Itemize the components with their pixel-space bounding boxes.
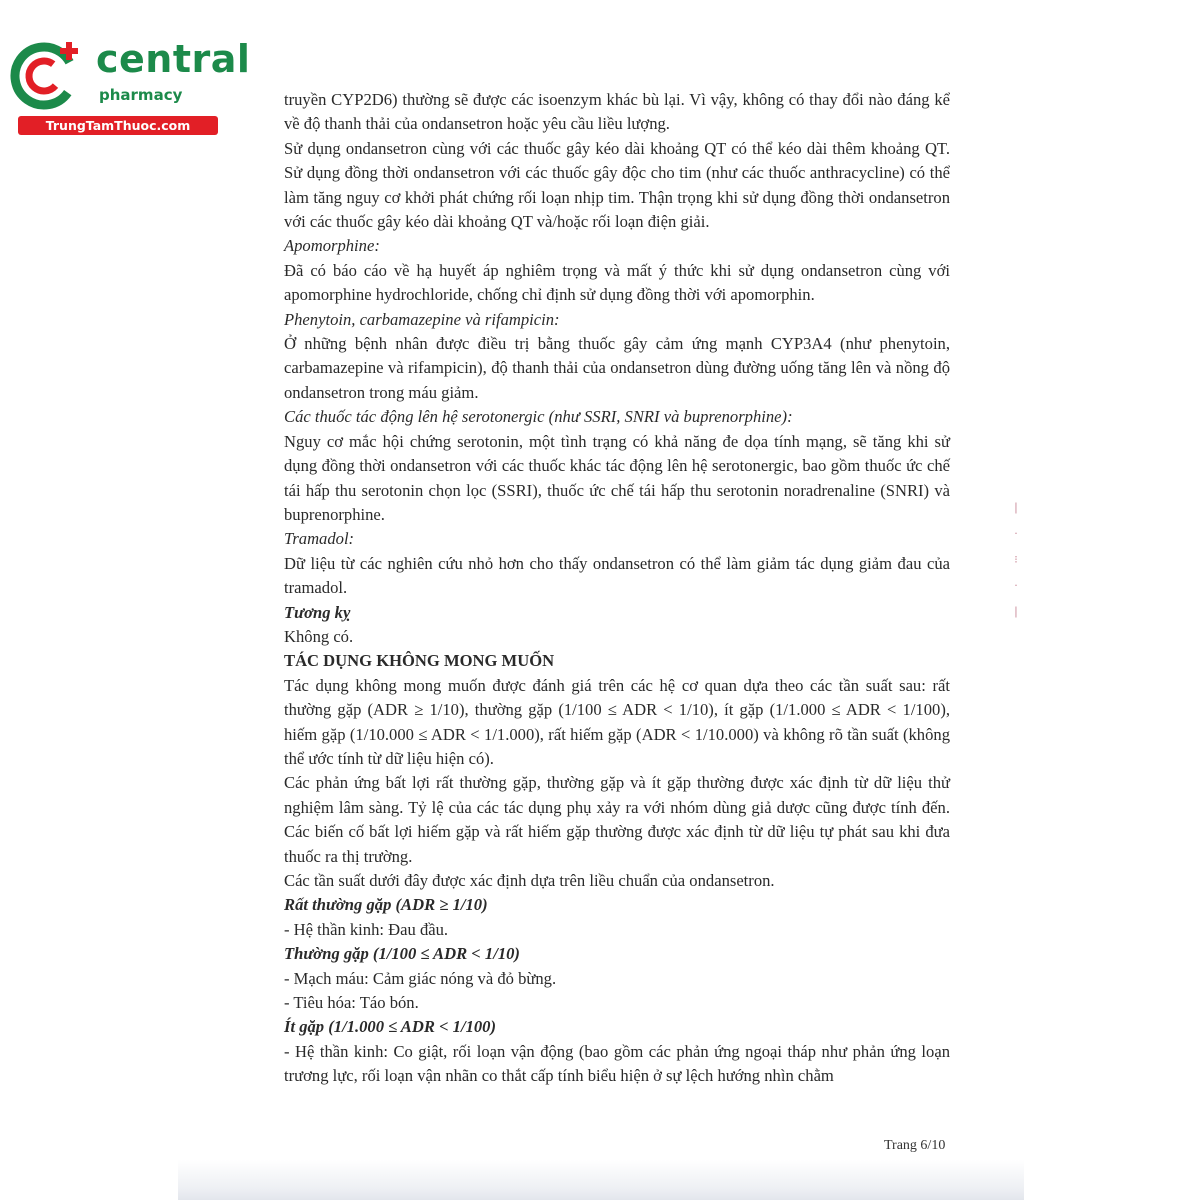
paragraph-standard-dose: Các tần suất dưới đây được xác định dựa trên liều chuẩn của ondansetron. xyxy=(284,871,775,890)
list-item-nervous-seizures: - Hệ thần kinh: Co giật, rối loạn vận động (bao gồm các phản ứng ngoại tháp như phản ứng loạn trương lực, rối loạn vận nhãn co thắt cấp tính biểu hiện ở sự lệch hướng nhìn chằm xyxy=(284,1041,950,1086)
subheading-serotonergic: Các thuốc tác động lên hệ serotonergic (như SSRI, SNRI và buprenorphine): xyxy=(284,407,793,427)
margin-stamp-mark: ❘ · ⁝ · ❘ xyxy=(1011,501,1021,618)
paragraph-incompatibility: Không có. xyxy=(284,626,354,646)
logo-brand-sub: pharmacy xyxy=(99,86,183,104)
paragraph-adr-sources: Các phản ứng bất lợi rất thường gặp, thường gặp và ít gặp thường được xác định từ dữ liệu thử nghiệm lâm sàng. Tỷ lệ của các tác dụng phụ xảy ra với nhóm dùng giả dược cũng được tính đến. Các biến cố bất lợi hiếm gặp và rất hiếm gặp thường được xác định từ dữ liệu tự phát sau khi đưa thuốc ra thị trường. xyxy=(284,773,950,866)
subheading-phenytoin: Phenytoin, carbamazepine và rifampicin: xyxy=(284,309,560,329)
subheading-common: Thường gặp (1/100 ≤ ADR < 1/10) xyxy=(284,944,520,964)
scan-edge-shadow xyxy=(178,1160,1024,1200)
document-body xyxy=(284,88,950,1089)
logo-website-url: TrungTamThuoc.com xyxy=(18,116,218,135)
central-pharmacy-logo xyxy=(10,36,251,136)
page-number: Trang 6/10 xyxy=(884,1138,946,1153)
list-item-vascular: - Mạch máu: Cảm giác nóng và đỏ bừng. xyxy=(284,968,557,988)
subheading-uncommon: Ít gặp (1/1.000 ≤ ADR < 1/100) xyxy=(284,1017,497,1037)
subheading-tramadol: Tramadol: xyxy=(284,529,355,549)
paragraph-serotonergic: Nguy cơ mắc hội chứng serotonin, một tình trạng có khả năng đe dọa tính mạng, sẽ tăng khi sử dụng đồng thời ondansetron với các thuốc khác tác động lên hệ serotonergic, bao gồm thuốc ức chế tái hấp thu serotonin chọn lọc (SSRI), thuốc ức chế tái hấp thu serotonin noradrenaline (SNRI) và buprenorphine. xyxy=(284,431,950,524)
subheading-apomorphine: Apomorphine: xyxy=(284,236,380,256)
paragraph-qt-interval: Sử dụng ondansetron cùng với các thuốc gây kéo dài khoảng QT có thể kéo dài thêm khoảng QT. Sử dụng đồng thời ondansetron với các thuốc gây độc cho tim (như các thuốc anthracycline) có thể làm tăng nguy cơ khởi phát chứng rối loạn nhịp tim. Thận trọng khi sử dụng đồng thời ondansetron với các thuốc gây kéo dài khoảng QT và/hoặc rối loạn điện giải. xyxy=(284,138,950,232)
paragraph-cyp2d6: truyền CYP2D6) thường sẽ được các isoenzym khác bù lại. Vì vậy, không có thay đổi nào đáng kể về độ thanh thải của ondansetron hoặc yêu cầu liều lượng. xyxy=(284,90,950,134)
subheading-very-common: Rất thường gặp (ADR ≥ 1/10) xyxy=(284,895,488,915)
section-heading-adverse-effects: TÁC DỤNG KHÔNG MONG MUỐN xyxy=(284,651,555,671)
subheading-incompatibility: Tương kỵ xyxy=(284,602,351,622)
paragraph-tramadol: Dữ liệu từ các nghiên cứu nhỏ hơn cho thấy ondansetron có thể làm giảm tác dụng giảm đau của tramadol. xyxy=(284,553,950,598)
list-item-digestive: - Tiêu hóa: Táo bón. xyxy=(284,993,419,1013)
pharmacy-logo-icon xyxy=(10,36,90,116)
logo-brand-name: central xyxy=(96,37,251,81)
paragraph-apomorphine: Đã có báo cáo về hạ huyết áp nghiêm trọng và mất ý thức khi sử dụng ondansetron cùng với apomorphine hydrochloride, chống chỉ định sử dụng đồng thời với apomorphin. xyxy=(284,260,950,305)
paragraph-frequency-definitions: Tác dụng không mong muốn được đánh giá trên các hệ cơ quan dựa theo các tần suất sau: rất thường gặp (ADR ≥ 1/10), thường gặp (1/100 ≤ ADR < 1/10), ít gặp (1/1.000 ≤ ADR < 1/100), hiếm gặp (1/10.000 ≤ ADR < 1/1.000), rất hiếm gặp (ADR < 1/10.000) và không rõ tần suất (không thể ước tính từ dữ liệu hiện có). xyxy=(284,675,950,768)
paragraph-phenytoin: Ở những bệnh nhân được điều trị bằng thuốc gây cảm ứng mạnh CYP3A4 (như phenytoin, carbamazepine và rifampicin), độ thanh thải của ondansetron dùng đường uống tăng lên và nồng độ ondansetron trong máu giảm. xyxy=(284,334,950,402)
list-item-nervous-headache: - Hệ thần kinh: Đau đầu. xyxy=(284,919,449,939)
